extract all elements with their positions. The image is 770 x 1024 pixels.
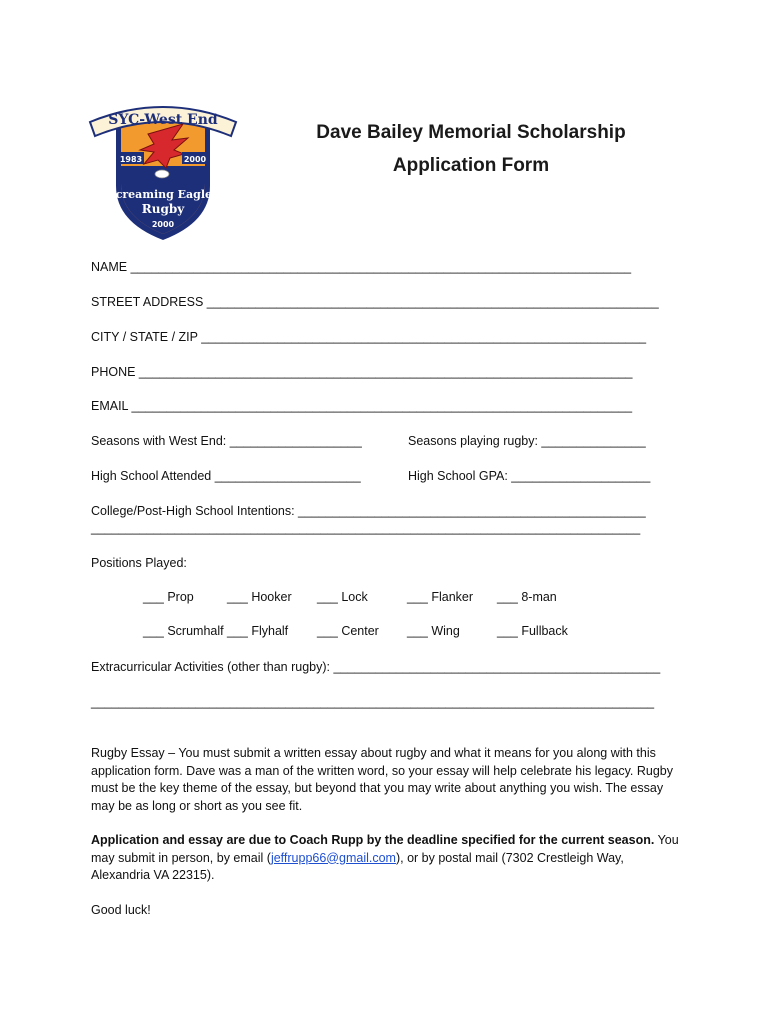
position-prop[interactable]: ___ Prop [143,590,194,604]
form-subtitle: Application Form [392,155,550,176]
email-field[interactable]: EMAIL ________________________________________________________________________ [91,399,633,413]
gpa-field[interactable]: High School GPA: ____________________ [408,469,651,483]
logo-team-line1: Screaming Eagles [107,188,219,201]
intentions-continuation[interactable]: _______________________________________________________________________________ [91,521,641,535]
name-field[interactable]: NAME ________________________________________________________________________ [91,260,632,274]
city-state-zip-field[interactable]: CITY / STATE / ZIP ________________________________________________________________ [91,330,647,344]
deadline-bold-text: Application and essay are due to Coach Rupp by the deadline specified for the current season. [91,833,655,847]
extracurricular-field[interactable]: Extracurricular Activities (other than rugby): _______________________________________________ [91,660,661,674]
essay-instructions: Rugby Essay – You must submit a written essay about rugby and what it means for you along with this application form. Dave was a man of the written word, so your essay will help celebrate his legacy. Rugby must be the key theme of the essay, but beyond that you may write about anything you wish. The essay may be as long or short as you see fit. [91,746,673,813]
position-scrumhalf[interactable]: ___ Scrumhalf [143,624,224,638]
position-8-man[interactable]: ___ 8-man [497,590,557,604]
coach-email-link[interactable]: jeffrupp66@gmail.com [270,850,396,865]
deadline-text-before: You may submit in person, by email ( [91,833,679,865]
position-hooker[interactable]: ___ Hooker [227,590,292,604]
positions-label: Positions Played: [91,556,187,570]
logo-year-right: 2000 [183,155,207,164]
extracurricular-continuation[interactable]: _________________________________________________________________________________ [91,695,655,709]
position-center[interactable]: ___ Center [317,624,379,638]
position-wing[interactable]: ___ Wing [407,624,460,638]
position-lock[interactable]: ___ Lock [317,590,368,604]
logo-banner-text: SYC-West End [108,112,218,128]
logo-team-line2: Rugby [141,202,185,216]
position-flyhalf[interactable]: ___ Flyhalf [227,624,289,638]
intentions-field[interactable]: College/Post-High School Intentions: __________________________________________________ [91,504,646,518]
logo-year-left: 1983 [119,155,143,164]
screaming-eagles-logo [88,94,238,244]
seasons-west-end-field[interactable]: Seasons with West End: ___________________ [91,434,362,448]
street-address-field[interactable]: STREET ADDRESS _________________________________________________________________ [91,295,659,309]
form-title: Dave Bailey Memorial Scholarship [316,122,626,143]
deadline-text-after: ), or by postal mail (7302 Crestleigh Way, Alexandria VA 22315). [91,850,624,882]
logo-bottom-year: 2000 [151,220,175,229]
seasons-rugby-field[interactable]: Seasons playing rugby: _______________ [408,434,646,448]
high-school-field[interactable]: High School Attended _____________________ [91,469,361,483]
closing-text: Good luck! [91,903,151,917]
position-flanker[interactable]: ___ Flanker [407,590,474,604]
phone-field[interactable]: PHONE _______________________________________________________________________ [91,365,633,379]
position-fullback[interactable]: ___ Fullback [497,624,568,638]
deadline-paragraph [91,832,681,885]
